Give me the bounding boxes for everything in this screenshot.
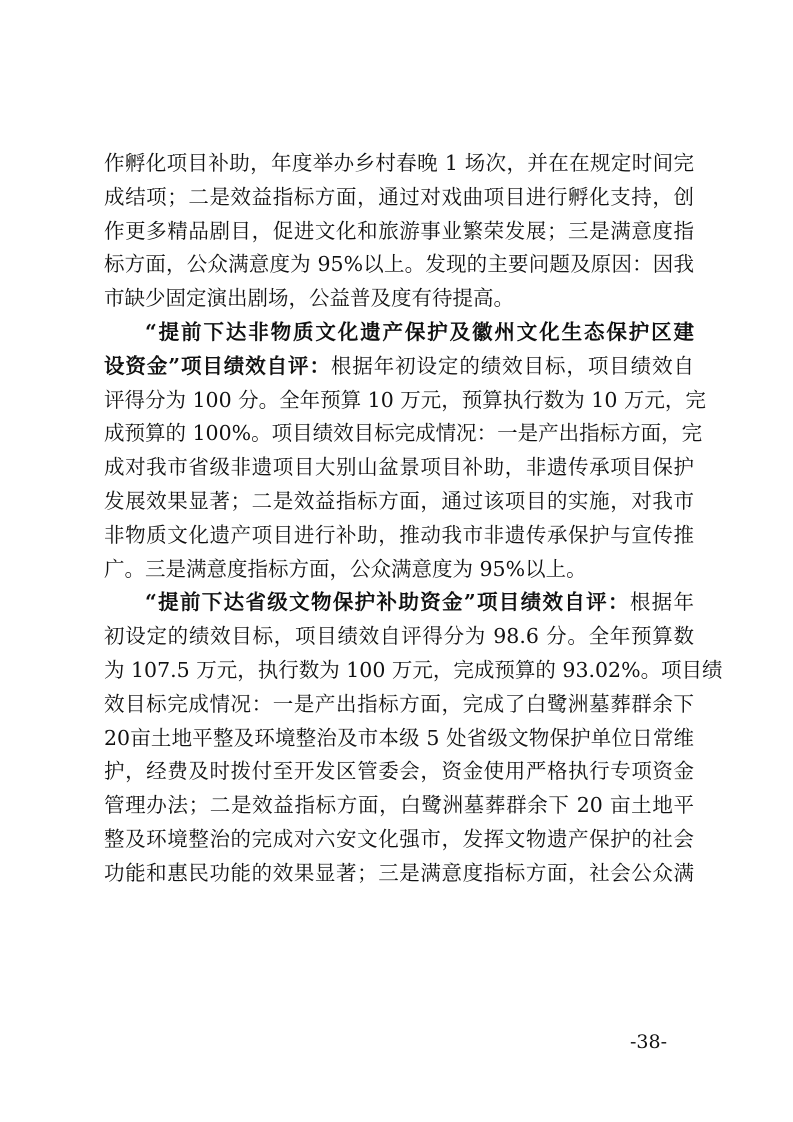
body-text: 20亩土地平整及环境整治及市本级 5 处省级文物保护单位日常维 (104, 725, 694, 750)
bold-heading-text: “提前下达非物质文化遗产保护及徽州文化生态保护区建 (145, 319, 694, 344)
text-line (104, 688, 694, 722)
text-line (104, 654, 723, 688)
bold-heading-text: “提前下达省级文物保护补助资金”项目绩效自评： (145, 590, 630, 615)
body-text: 根据年 (629, 590, 695, 615)
body-text: 效目标完成情况：一是产出指标方面，完成了白鹭洲墓葬群余下 (104, 691, 694, 716)
body-text: 功能和惠民功能的效果显著；三是满意度指标方面，社会公众满 (104, 860, 694, 885)
text-line (104, 282, 694, 316)
body-text: 成结项；二是效益指标方面，通过对戏曲项目进行孵化支持，创 (104, 184, 694, 209)
body-text: 根据年初设定的绩效目标，项目绩效自 (330, 353, 694, 378)
text-line (104, 823, 694, 857)
text-line (104, 485, 694, 519)
bold-heading-text: 设资金”项目绩效自评： (104, 353, 331, 378)
text-line (104, 789, 694, 823)
text-line (104, 519, 694, 553)
body-text: 整及环境整治的完成对六安文化强市，发挥文物遗产保护的社会 (104, 826, 694, 851)
text-line (104, 451, 694, 485)
text-line (104, 316, 694, 350)
text-line (104, 248, 694, 282)
body-text: 初设定的绩效目标，项目绩效自评得分为 98.6 分。全年预算数 (104, 624, 694, 649)
text-line (104, 350, 694, 384)
text-line (104, 857, 694, 891)
text-line (104, 215, 694, 249)
text-line (104, 586, 694, 620)
text-line (104, 384, 706, 418)
body-text: 作孵化项目补助，年度举办乡村春晚 1 场次，并在在规定时间完 (104, 151, 694, 175)
body-text: 成对我市省级非遗项目大别山盆景项目补助，非遗传承项目保护 (104, 455, 694, 480)
text-line (104, 755, 694, 789)
body-text: 护，经费及时拨付至开发区管委会，资金使用严格执行专项资金 (104, 759, 694, 784)
text-line (104, 181, 694, 215)
body-text: 标方面，公众满意度为 95%以上。发现的主要问题及原因：因我 (104, 252, 694, 277)
body-text: 广。三是满意度指标方面，公众满意度为 95%以上。 (104, 556, 587, 581)
text-line (104, 147, 694, 181)
body-text: 评得分为 100 分。全年预算 10 万元，预算执行数为 10 万元，完 (104, 387, 706, 412)
body-text: 为 107.5 万元，执行数为 100 万元，完成预算的 93.02%。项目绩 (104, 657, 723, 682)
body-text: 成预算的 100%。项目绩效目标完成情况：一是产出指标方面，完 (104, 421, 703, 446)
body-text: 作更多精品剧目，促进文化和旅游事业繁荣发展；三是满意度指 (104, 218, 694, 243)
body-text: 市缺少固定演出剧场，公益普及度有待提高。 (104, 286, 514, 311)
text-line (104, 620, 694, 654)
page-number: -38- (630, 1031, 668, 1053)
body-text: 发展效果显著；二是效益指标方面，通过该项目的实施，对我市 (104, 488, 694, 513)
document-body (104, 147, 723, 891)
text-line (104, 722, 694, 756)
body-text: 非物质文化遗产项目进行补助，推动我市非遗传承保护与宣传推 (104, 522, 694, 547)
text-line (104, 417, 703, 451)
body-text: 管理办法；二是效益指标方面，白鹭洲墓葬群余下 20 亩土地平 (104, 793, 694, 818)
text-line (104, 553, 694, 587)
